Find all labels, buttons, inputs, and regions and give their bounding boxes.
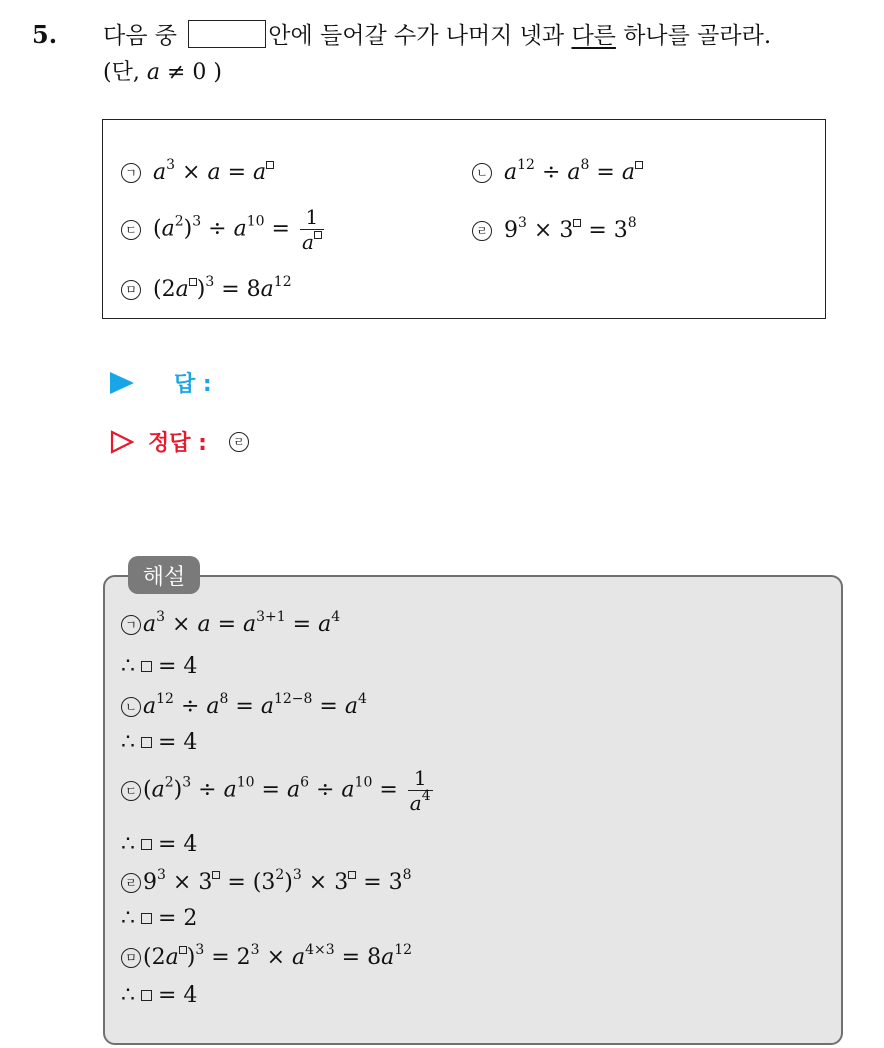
- question-text-end: 하나를 골라라.: [623, 23, 772, 49]
- exp-line-1: ㄱ $a^3 \times a = a^{3+1} = a^4$: [121, 612, 340, 637]
- option-5-expr: (2a )$^3 = 8a^{12}$: [153, 274, 292, 302]
- circle-mark-4: ㄹ: [472, 221, 492, 241]
- option-4: [472, 215, 637, 243]
- answer-triangle-icon: [110, 372, 134, 394]
- circle-mark-3: ㄷ: [121, 220, 141, 240]
- question-text-before: 다음 중: [103, 23, 177, 49]
- explanation-tag: 해설: [128, 556, 200, 594]
- exp-line-4: ∴ = 4: [121, 730, 198, 755]
- option-3-expr: $(a^2)^3 \div a^{10}$ = $\frac{1}{a}$: [153, 205, 327, 254]
- answer-row: [110, 367, 212, 398]
- correct-answer-row: [110, 426, 261, 457]
- exp-line-8: ∴ = 2: [121, 906, 198, 931]
- option-2: [472, 157, 643, 185]
- blank-box: [188, 20, 266, 48]
- exp-circle-4: ㄹ: [121, 873, 141, 893]
- correct-label: 정답 :: [148, 431, 207, 456]
- exp-line-6: ∴ = 4: [121, 832, 198, 857]
- exp-circle-5: ㅁ: [121, 948, 141, 968]
- option-4-expr: $9^3 \times 3 = 3^8$: [504, 215, 637, 243]
- question-text: [103, 20, 771, 52]
- question-number: 5.: [32, 20, 58, 49]
- correct-value: ㄹ: [229, 432, 249, 452]
- option-1: [121, 157, 274, 185]
- circle-mark-2: ㄴ: [472, 163, 492, 183]
- option-2-expr: $a^{12} \div a^8 = a$: [504, 160, 643, 185]
- exp-line-2: ∴ = 4: [121, 654, 198, 679]
- exp-line-5: ㄷ $(a^2)^3 \div a^{10} = a^6 \div a^{10}$ = $\frac{1}{a^4}$: [121, 766, 436, 815]
- exp-line-3: ㄴ $a^{12} \div a^8 = a^{12-8} = a^4$: [121, 694, 367, 719]
- option-3: [121, 205, 327, 254]
- circle-mark-1: ㄱ: [121, 163, 141, 183]
- exp-circle-1: ㄱ: [121, 615, 141, 635]
- condition-open: (단,: [103, 60, 140, 85]
- exp-line-9: ㅁ (2a )$^3 = 2^3 \times a^{4\times 3} = 8a^{12}$: [121, 945, 412, 970]
- correct-triangle-icon: [110, 430, 134, 454]
- exp-line-7: ㄹ $9^3 \times 3 = (3^2)^3 \times 3 = 3^8$: [121, 870, 412, 895]
- option-5: [121, 274, 292, 302]
- question-text-after: 안에 들어갈 수가 나머지 넷과: [268, 23, 565, 49]
- condition-expr: ≠ 0 ): [166, 60, 222, 85]
- condition-var: a: [146, 60, 160, 85]
- exp-circle-2: ㄴ: [121, 697, 141, 717]
- question-condition: [103, 58, 222, 88]
- exp-circle-3: ㄷ: [121, 781, 141, 801]
- circle-mark-5: ㅁ: [121, 280, 141, 300]
- exp-line-10: ∴ = 4: [121, 983, 198, 1008]
- answer-label: 답 :: [174, 372, 212, 397]
- underlined-word: 다른: [571, 23, 616, 49]
- option-1-expr: $a^3 \times a = a$: [153, 160, 274, 185]
